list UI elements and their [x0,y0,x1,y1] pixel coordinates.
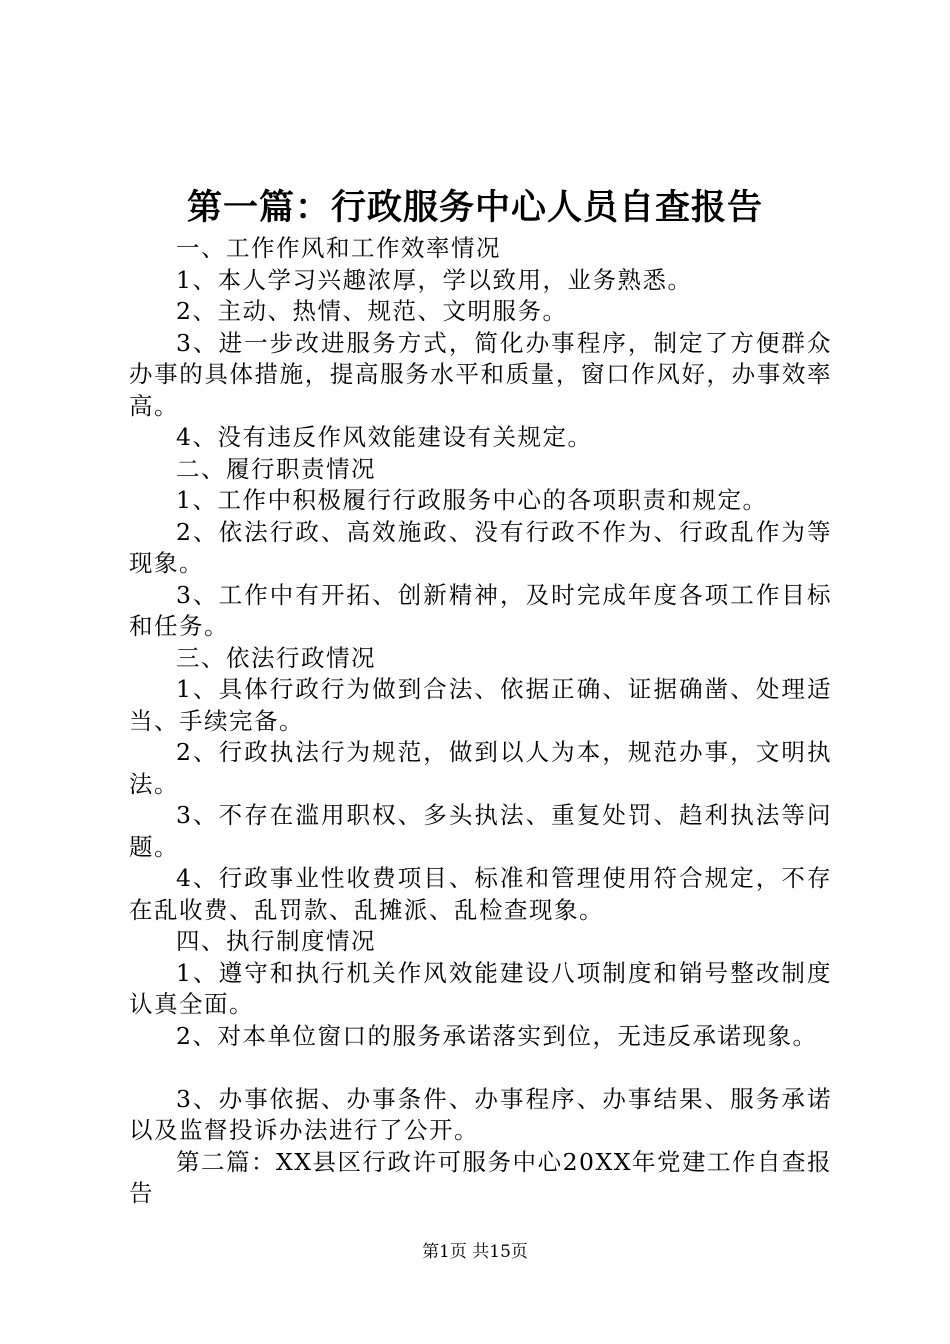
section-heading: 四、执行制度情况 [176,927,376,955]
paragraph: 4、没有违反作风效能建设有关规定。 [176,423,593,451]
paragraph: 1、本人学习兴趣浓厚，学以致用，业务熟悉。 [176,265,693,294]
section-heading: 二、履行职责情况 [176,454,376,483]
paragraph: 1、具体行政行为做到合法、依据正确、证据确凿、处理适当、手续完备。 [129,675,832,735]
paragraph: 1、遵守和执行机关作风效能建设八项制度和销号整改制度认真全面。 [129,958,832,1018]
paragraph: 1、工作中积极履行行政服务中心的各项职责和规定。 [176,486,768,514]
paragraph: 4、行政事业性收费项目、标准和管理使用符合规定，不存在乱收费、乱罚款、乱摊派、乱检查现象。 [129,864,832,924]
paragraph: 3、进一步改进服务方式，简化办事程序，制定了方便群众办事的具体措施，提高服务水平和质量，窗口作风好，办事效率高。 [129,328,832,420]
page-footer: 第1页 共15页 [422,1242,528,1262]
section-heading: 一、工作作风和工作效率情况 [176,234,501,262]
paragraph: 2、主动、热情、规范、文明服务。 [176,297,568,325]
paragraph: 3、办事依据、办事条件、办事程序、办事结果、服务承诺以及监督投诉办法进行了公开。 [129,1084,832,1144]
paragraph: 3、工作中有开拓、创新精神，及时完成年度各项工作目标和任务。 [129,580,832,640]
paragraph: 2、对本单位窗口的服务承诺落实到位，无违反承诺现象。 [176,1021,818,1050]
section-heading: 三、依法行政情况 [176,643,376,672]
blank-line [129,1052,832,1084]
document-body [129,233,832,1210]
paragraph: 2、行政执法行为规范，做到以人为本，规范办事，文明执法。 [129,738,832,798]
document-title: 第一篇：行政服务中心人员自查报告 [186,187,763,228]
second-part-heading: 第二篇：XX县区行政许可服务中心20XX年党建工作自查报告 [129,1147,832,1207]
paragraph: 2、依法行政、高效施政、没有行政不作为、行政乱作为等现象。 [129,517,832,577]
paragraph: 3、不存在滥用职权、多头执法、重复处罚、趋利执法等问题。 [129,801,832,861]
